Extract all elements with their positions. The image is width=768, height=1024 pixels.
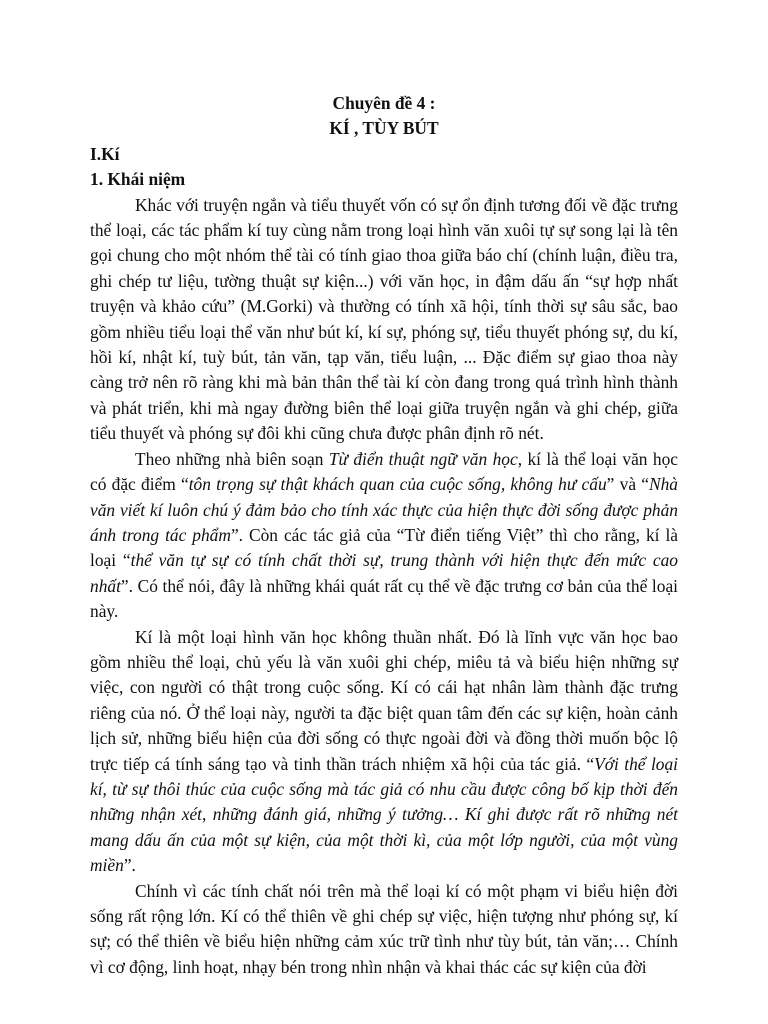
text-run: Kí là một loại hình văn học không thuần nhất. Đó là lĩnh vực văn học bao gồm nhiều thể loại, chủ yếu là văn xuôi ghi chép, miêu tả và biểu hiện những sự việc, con người có thật trong cuộc sống. Kí có cái hạt nhân làm thành đặc trưng riêng của nó. Ở thể loại này, người ta đặc biệt quan tâm đến các sự kiện, hoàn cảnh lịch sử, những biểu hiện của đời sống có thực ngoài đời và đồng thời muốn bộc lộ trực tiếp cá tính sáng tạo và tinh thần trách nhiệm xã hội của tác giả. “ [90, 626, 678, 774]
paragraph [90, 447, 678, 625]
text-run: ”. [123, 855, 136, 876]
italic-text: Nhà văn viết kí luôn chú ý đảm bảo cho tính xác thực của hiện thực đời sống được phản ánh trong tác phẩm [90, 474, 678, 545]
italic-text: thể văn tự sự có tính chất thời sự, trung thành với hiện thực đến mức cao nhất [90, 550, 679, 596]
paragraph [90, 879, 678, 981]
text-run: ”. Có thể nói, đây là những khái quát rất cụ thể về đặc trưng cơ bản của thể loại này. [90, 575, 678, 622]
document-title: KÍ , TÙY BÚT [329, 118, 439, 139]
paragraph [90, 193, 678, 447]
section-heading: I.Kí [90, 143, 120, 164]
text-run: Theo những nhà biên soạn [135, 448, 329, 469]
italic-text: Với thể loại kí, từ sự thôi thúc của cuộc sống mà tác giả có nhu cầu được công bố kịp thời đến những nhận xét, những đánh giá, những ý tưởng… Kí ghi được rất rõ những nét mang dấu ấn của một sự kiện, của một thời kì, của một lớp người, của một vùng miền [90, 753, 678, 876]
italic-text: Từ điển thuật ngữ văn học [328, 448, 518, 469]
topic-line: Chuyên đề 4 : [332, 93, 436, 113]
subsection-heading: 1. Khái niệm [90, 169, 186, 190]
text-run: , kí là thể loại văn học có đặc điểm “ [90, 448, 678, 495]
italic-text: tôn trọng sự thật khách quan của cuộc sống, không hư cấu [188, 474, 607, 495]
text-run: Khác với truyện ngắn và tiểu thuyết vốn có sự ổn định tương đối về đặc trưng thể loại, các tác phẩm kí tuy cùng nằm trong loại hình văn xuôi tự sự song lại là tên gọi chung cho một nhóm thể tài có tính giao thoa giữa báo chí (chính luận, điều tra, ghi chép tư liệu, tường thuật sự kiện...) với văn học, in đậm dấu ấn “sự hợp nhất truyện và khảo cứu” (M.Gorki) và thường có tính xã hội, tính thời sự sâu sắc, bao gồm nhiều tiểu loại thể văn như bút kí, kí sự, phóng sự, tiểu thuyết phóng sự, du kí, hồi kí, nhật kí, tuỳ bút, tản văn, tạp văn, tiểu luận, ... Đặc điểm sự giao thoa này càng trở nên rõ ràng khi mà bản thân thể tài kí còn đang trong quá trình hình thành và phát triển, khi mà ngay đường biên thể loại giữa truyện ngắn và ghi chép, giữa tiểu thuyết và phóng sự đôi khi cũng chưa được phân định rõ nét. [90, 194, 678, 444]
paragraph [90, 625, 678, 879]
text-run: ” và “ [606, 474, 649, 495]
text-run: ”. Còn các tác giả của “Từ điển tiếng Việt” thì cho rằng, kí là loại “ [90, 524, 678, 571]
body-text [90, 193, 678, 981]
text-run: Chính vì các tính chất nói trên mà thể loại kí có một phạm vi biểu hiện đời sống rất rộng lớn. Kí có thể thiên về ghi chép sự việc, hiện tượng như phóng sự, kí sự; có thể thiên về biểu hiện những cảm xúc trữ tình như tùy bút, tản văn;… Chính vì cơ động, linh hoạt, nhạy bén trong nhìn nhận và khai thác các sự kiện của đời [90, 880, 678, 977]
